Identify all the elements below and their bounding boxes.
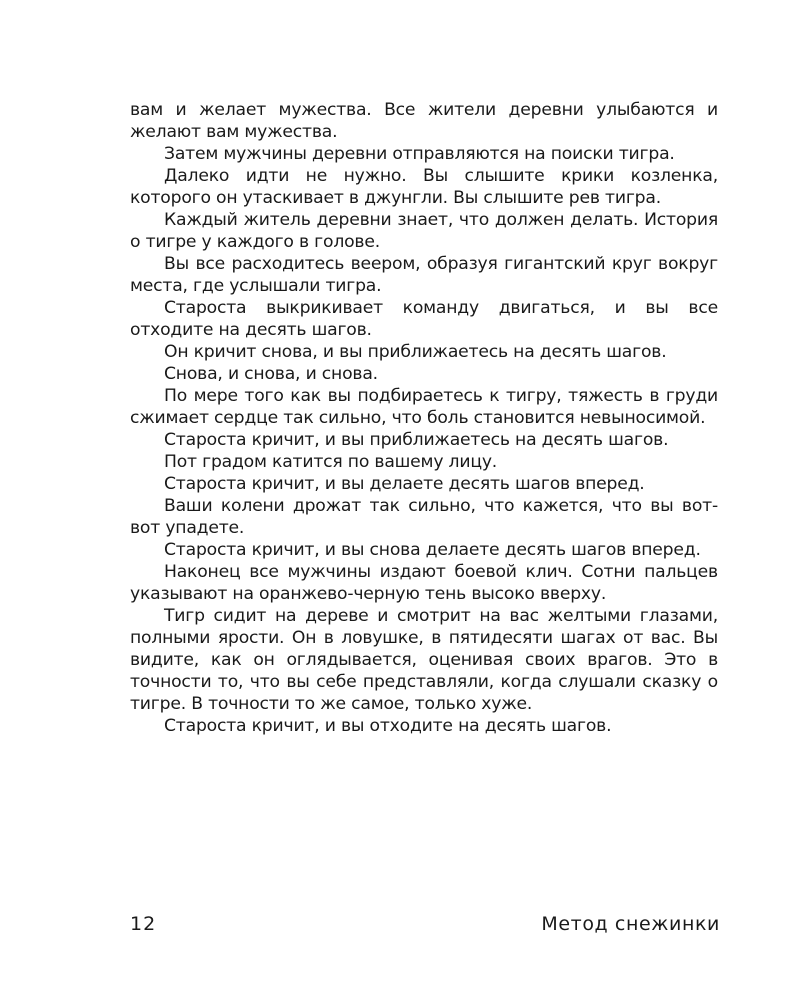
paragraph: вам и желает мужества. Все жители деревни улыбаются и желают вам мужества. bbox=[130, 100, 718, 142]
paragraph: Он кричит снова, и вы приближаетесь на десять шагов. bbox=[164, 342, 667, 362]
paragraph: По мере того как вы подбираетесь к тигру, тяжесть в груди сжимает сердце так сильно, что боль становится невыносимой. bbox=[130, 386, 718, 428]
paragraph: Затем мужчины деревни отправляются на поиски тигра. bbox=[164, 144, 675, 164]
paragraph: Пот градом катится по вашему лицу. bbox=[164, 452, 498, 472]
paragraph: Староста выкрикивает команду двигаться, и вы все отходите на десять шагов. bbox=[130, 298, 718, 340]
page-footer bbox=[130, 913, 720, 937]
paragraph: Тигр сидит на дереве и смотрит на вас желтыми глазами, полными ярости. Он в ловушке, в пятидесяти шагах от вас. Вы видите, как он оглядывается, оценивая своих врагов. Это в точности то, что вы себе представляли, когда слушали сказку о тигре. В точности то же самое, только хуже. bbox=[130, 606, 718, 714]
body-text bbox=[130, 99, 718, 737]
paragraph: Далеко идти не нужно. Вы слышите крики козленка, которого он утаскивает в джунгли. Вы слышите рев тигра. bbox=[130, 166, 718, 208]
page-number: 12 bbox=[130, 913, 157, 935]
paragraph: Староста кричит, и вы снова делаете десять шагов вперед. bbox=[164, 540, 701, 560]
running-title: Метод снежинки bbox=[541, 913, 720, 935]
paragraph: Староста кричит, и вы отходите на десять шагов. bbox=[164, 716, 612, 736]
paragraph: Староста кричит, и вы приближаетесь на десять шагов. bbox=[164, 430, 669, 450]
paragraph: Наконец все мужчины издают боевой клич. Сотни пальцев указывают на оранжево-черную тень высоко вверху. bbox=[130, 562, 718, 604]
paragraph: Каждый житель деревни знает, что должен делать. История о тигре у каждого в голове. bbox=[130, 210, 718, 252]
paragraph: Снова, и снова, и снова. bbox=[164, 364, 378, 384]
paragraph: Вы все расходитесь веером, образуя гигантский круг вокруг места, где услышали тигра. bbox=[130, 254, 718, 296]
paragraph: Староста кричит, и вы делаете десять шагов вперед. bbox=[164, 474, 645, 494]
paragraph: Ваши колени дрожат так сильно, что кажется, что вы вот-вот упадете. bbox=[130, 496, 718, 538]
